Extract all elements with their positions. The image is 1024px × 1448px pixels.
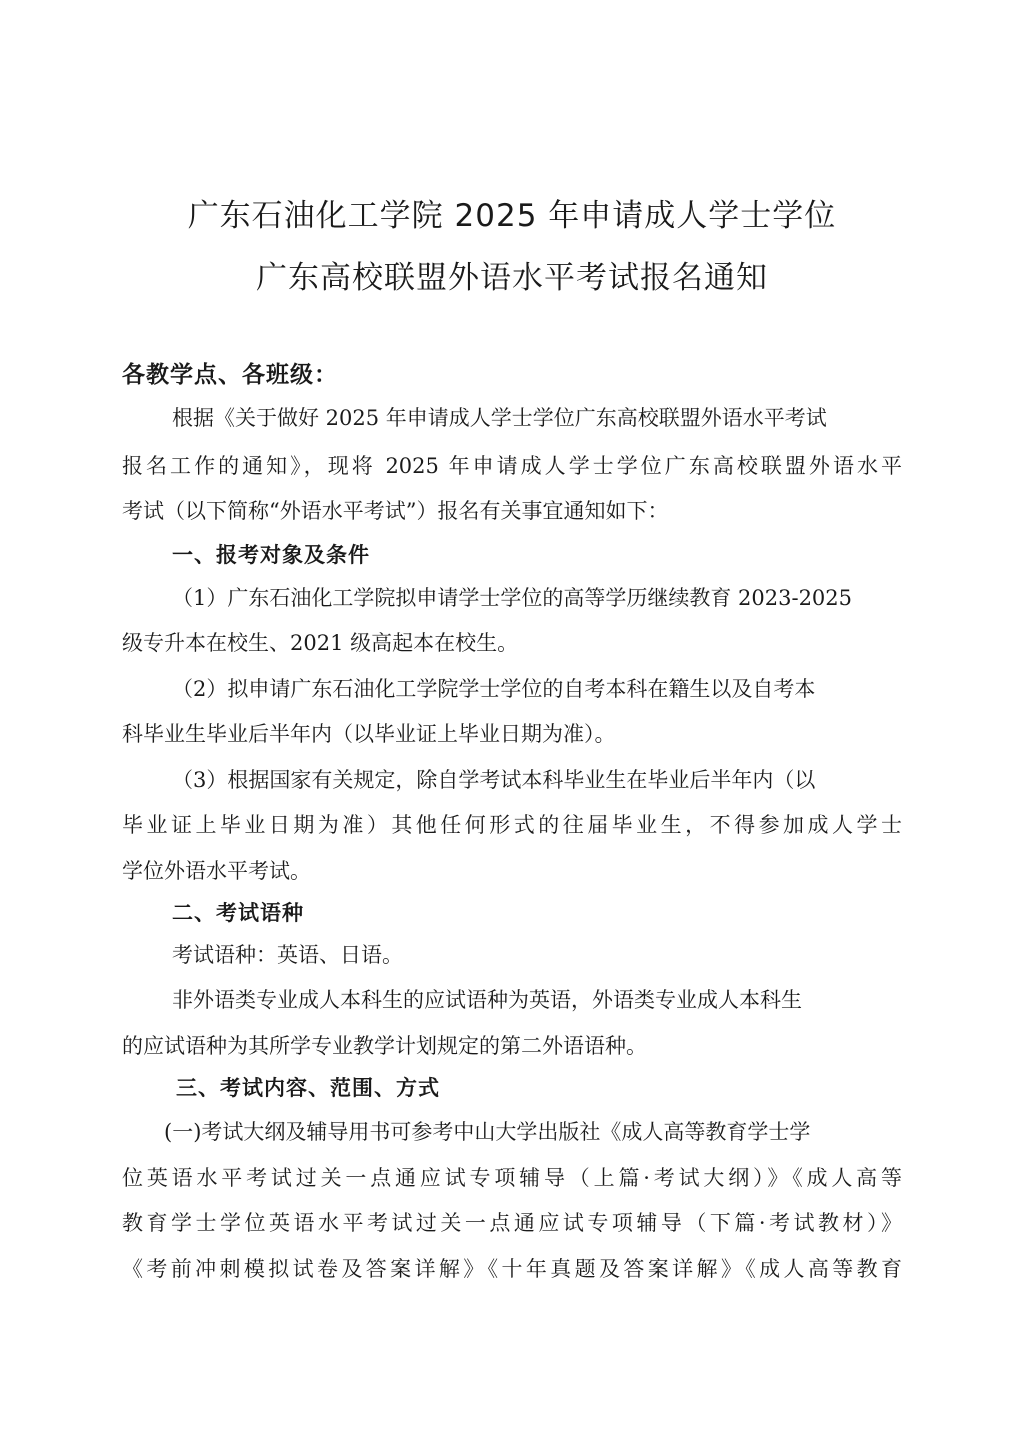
section-3-heading: 三、考试内容、范围、方式 — [176, 1076, 440, 1100]
intro-line-1: 根据《关于做好 2025 年申请成人学士学位广东高校联盟外语水平考试 — [172, 406, 827, 430]
section-1-item-3-line-3: 学位外语水平考试。 — [122, 859, 311, 883]
intro-line-3: 考试（以下简称“外语水平考试”）报名有关事宜通知如下： — [122, 499, 669, 523]
section-1-item-2-line-1: （2）拟申请广东石油化工学院学士学位的自考本科在籍生以及自考本 — [172, 677, 816, 701]
section-3-item-1-line-1: (一)考试大纲及辅导用书可参考中山大学出版社《成人高等教育学士学 — [164, 1120, 811, 1144]
section-3-item-1-line-3: 教育学士学位英语水平考试过关一点通应试专项辅导（下篇·考试教材）》 — [122, 1211, 902, 1235]
section-2-heading: 二、考试语种 — [172, 901, 304, 925]
section-3-item-1-line-4: 《考前冲刺模拟试卷及答案详解》《十年真题及答案详解》《成人高等教育 — [122, 1257, 902, 1281]
document-title-line-1: 广东石油化工学院 2025 年申请成人学士学位 — [187, 198, 837, 234]
intro-line-2: 报名工作的通知》，现将 2025 年申请成人学士学位广东高校联盟外语水平 — [122, 454, 902, 478]
document-title-line-2: 广东高校联盟外语水平考试报名通知 — [256, 260, 768, 296]
section-1-item-3-line-2: 毕业证上毕业日期为准）其他任何形式的往届毕业生，不得参加成人学士 — [122, 813, 902, 837]
section-1-item-3-line-1: （3）根据国家有关规定，除自学考试本科毕业生在毕业后半年内（以 — [172, 768, 816, 792]
section-1-item-1-line-1: （1）广东石油化工学院拟申请学士学位的高等学历继续教育 2023-2025 — [172, 586, 853, 610]
section-1-heading: 一、报考对象及条件 — [172, 543, 370, 567]
section-2-languages: 考试语种：英语、日语。 — [172, 943, 403, 967]
section-3-item-1-line-2: 位英语水平考试过关一点通应试专项辅导（上篇·考试大纲）》《成人高等 — [122, 1166, 902, 1190]
section-2-note-line-2: 的应试语种为其所学专业教学计划规定的第二外语语种。 — [122, 1034, 647, 1058]
section-2-note-line-1: 非外语类专业成人本科生的应试语种为英语，外语类专业成人本科生 — [172, 988, 802, 1012]
section-1-item-2-line-2: 科毕业生毕业后半年内（以毕业证上毕业日期为准）。 — [122, 722, 616, 746]
section-1-item-1-line-2: 级专升本在校生、2021 级高起本在校生。 — [122, 631, 519, 655]
salutation: 各教学点、各班级： — [122, 362, 338, 388]
